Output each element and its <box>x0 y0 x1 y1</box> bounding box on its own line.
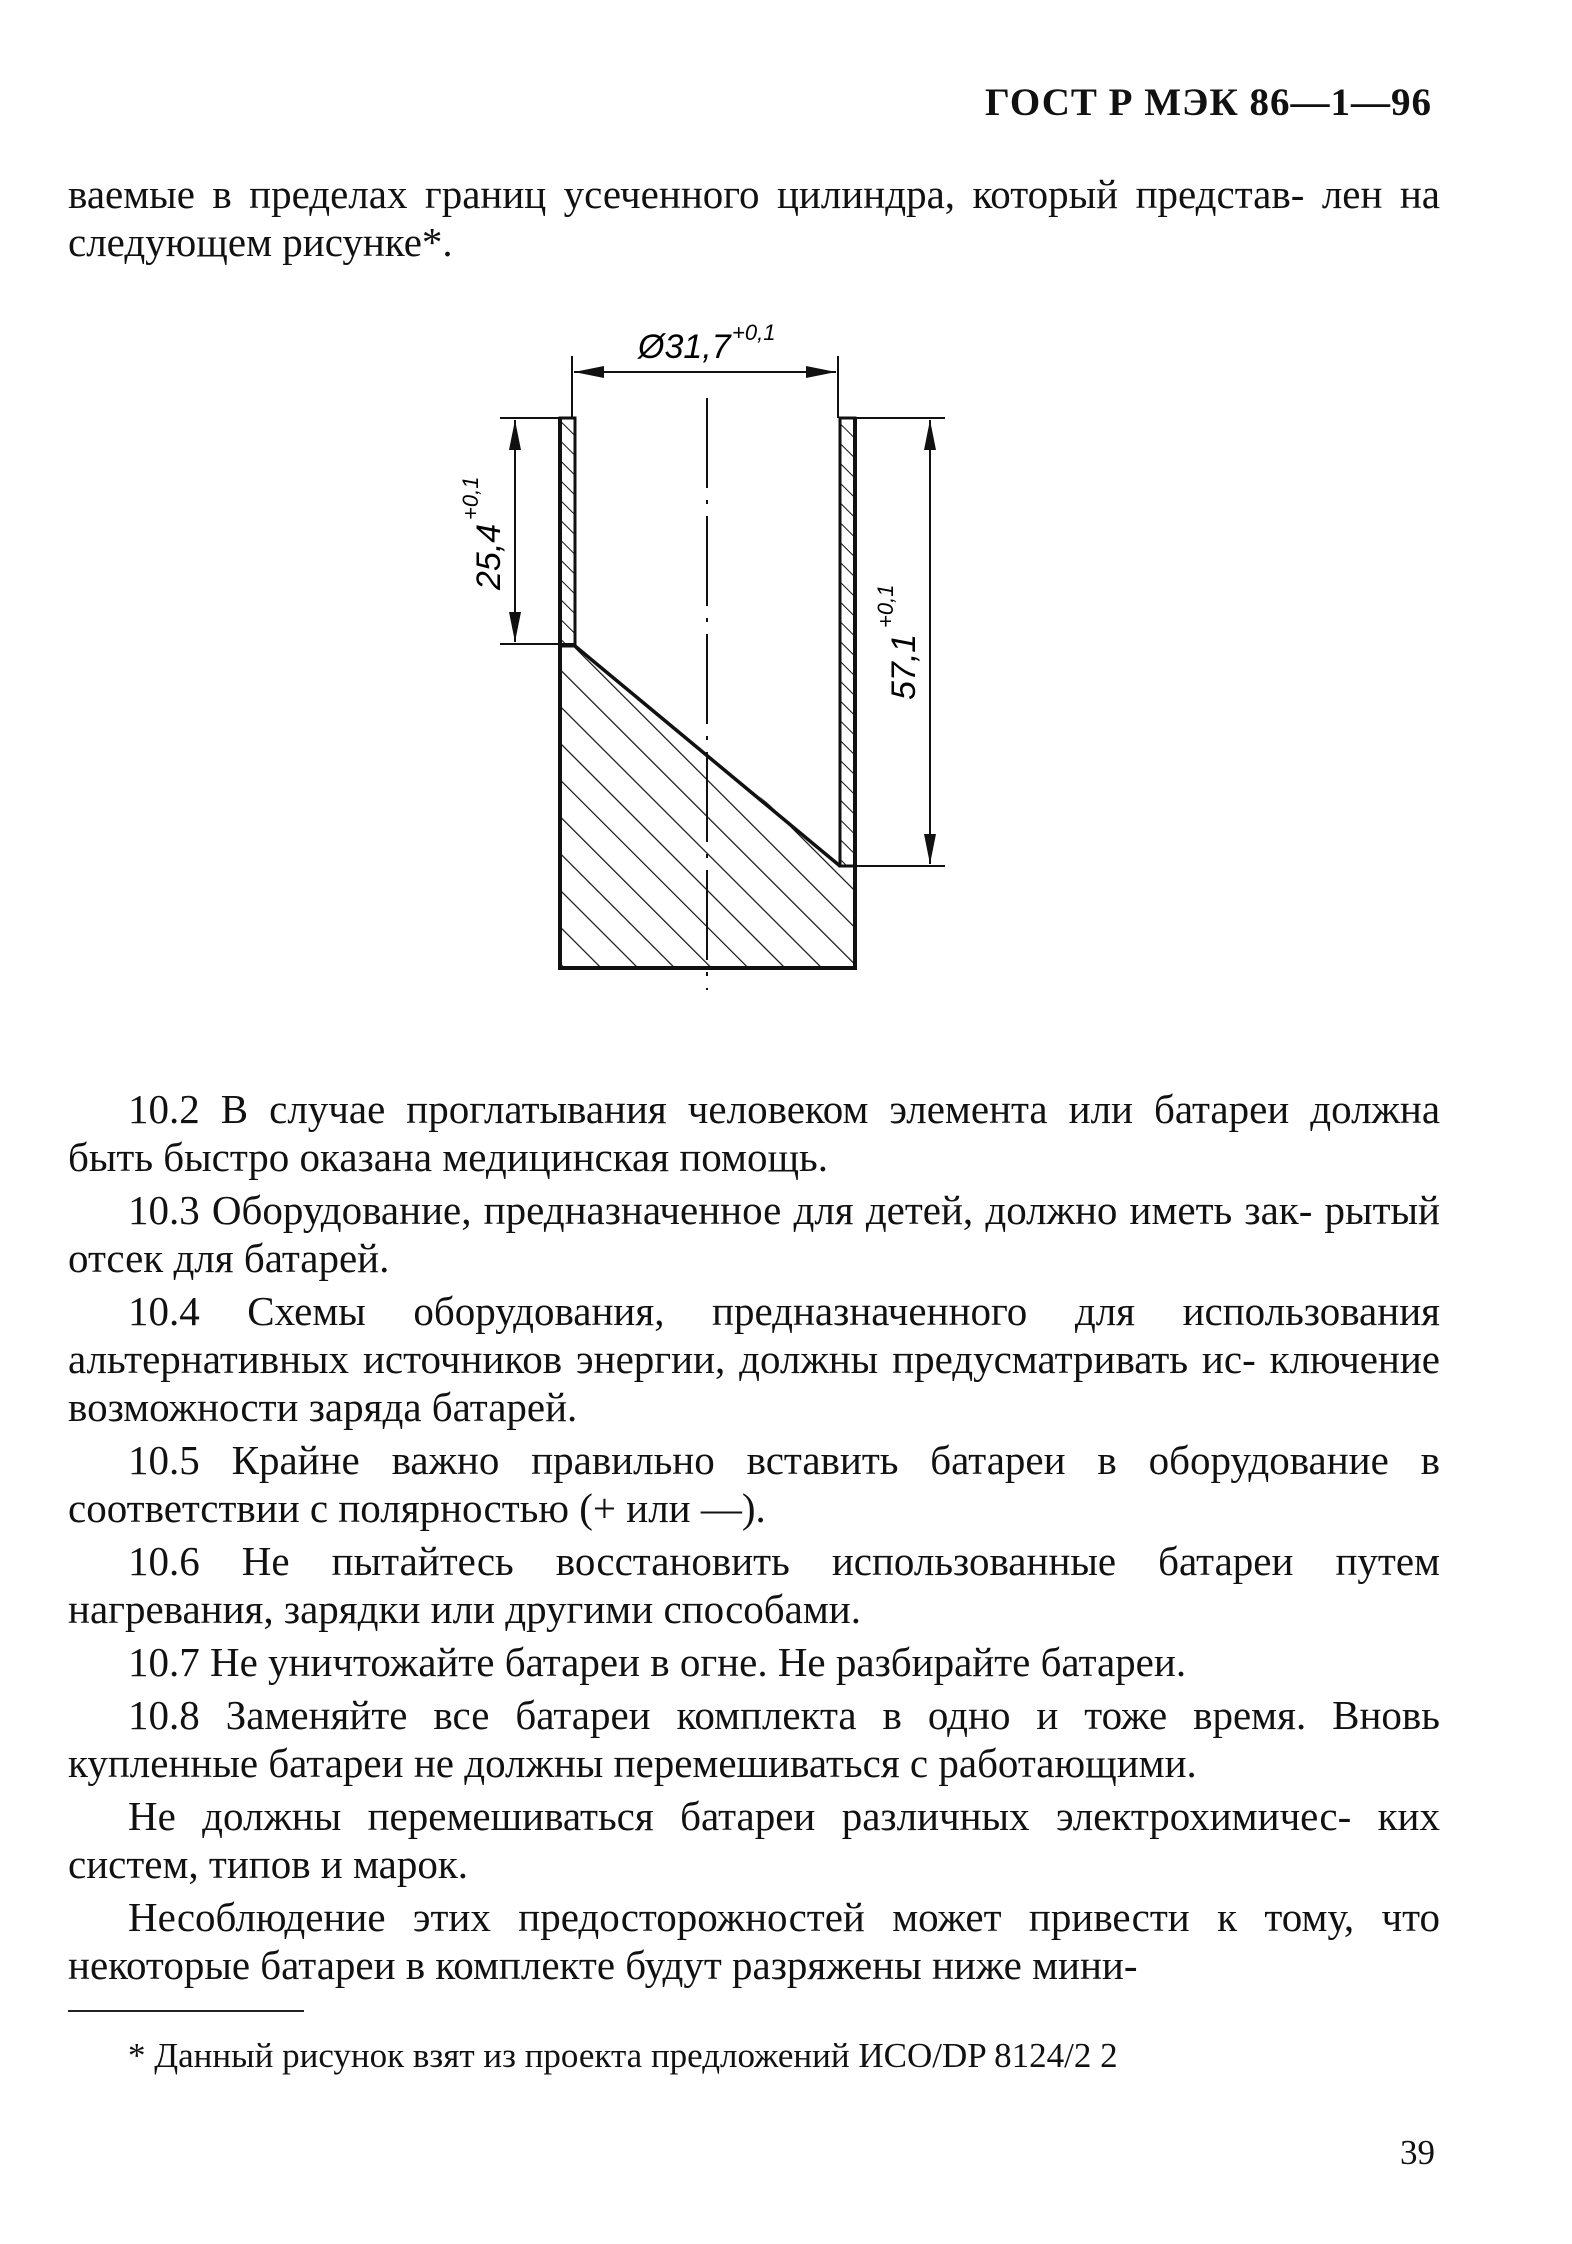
text-line: 10.2 В случае проглатывания человеком элемента или батареи <box>128 1086 1290 1132</box>
text-line: альтернативных источников энергии, должны предусматривать ис- <box>68 1336 1256 1382</box>
diameter-arrow-right <box>806 366 836 378</box>
intro-line: лен на следующем рисунке*. <box>68 171 1440 265</box>
text-line: 10.8 Заменяйте все батареи комплекта в одно и тоже время. Вновь <box>128 1692 1440 1738</box>
text-line: 10.3 Оборудование, предназначенное для детей, должно иметь зак- <box>128 1187 1313 1233</box>
left-dim-arrow-bottom <box>509 612 521 642</box>
left-dimension-label-group <box>458 477 508 591</box>
text-line: 10.7 Не уничтожайте батареи в огне. Не разбирайте батареи. <box>128 1639 1187 1685</box>
diameter-label: Ø31,7 <box>638 328 731 366</box>
text-line: 10.4 Схемы оборудования, предназначенного для использования <box>128 1288 1440 1334</box>
paragraph-10-3 <box>68 1186 1440 1282</box>
paragraph-10-5 <box>68 1436 1440 1532</box>
paragraph-precautions <box>68 1893 1440 1989</box>
document-header: ГОСТ Р МЭК 86—1—96 <box>985 81 1432 124</box>
body-text <box>68 1085 1440 1994</box>
paragraph-10-4 <box>68 1287 1440 1431</box>
diameter-arrow-left <box>574 366 604 378</box>
text-line: нагревания, зарядки или другими способами. <box>68 1586 861 1632</box>
right-dim-arrow-top <box>924 420 936 450</box>
text-line: рытый отсек для батарей. <box>68 1187 1440 1281</box>
intro-line: ваемые в пределах границ усеченного цилиндра, который представ- <box>68 171 1305 217</box>
text-line: что некоторые батареи в комплекте будут разряжены ниже мини- <box>68 1894 1440 1988</box>
text-line: соответствии с полярностью (+ или —). <box>68 1485 766 1531</box>
paragraph-10-7 <box>68 1638 1440 1686</box>
page-number: 39 <box>1400 2133 1435 2172</box>
right-dimension-label-group <box>873 585 923 700</box>
left-wall <box>560 418 575 646</box>
text-line: должна быть быстро оказана медицинская помощь. <box>68 1086 1441 1180</box>
text-line: ких систем, типов и марок. <box>68 1793 1440 1887</box>
text-line: 10.6 Не пытайтесь восстановить использованные батареи путем <box>128 1538 1440 1584</box>
text-line: Несоблюдение этих предосторожностей может привести к тому, <box>128 1894 1355 1940</box>
left-dimension-label: 25,4 <box>470 523 508 590</box>
text-line: ключение возможности заряда батарей. <box>68 1336 1441 1430</box>
paragraph-mixing <box>68 1792 1440 1888</box>
right-dimension-tolerance: +0,1 <box>873 584 898 628</box>
paragraph-10-6 <box>68 1537 1440 1633</box>
right-wall <box>840 418 855 866</box>
left-dimension-tolerance: +0,1 <box>458 476 483 520</box>
text-line: 10.5 Крайне важно правильно вставить батареи в оборудование в <box>128 1437 1440 1483</box>
right-dim-arrow-bottom <box>924 834 936 864</box>
footnote: * Данный рисунок взят из проекта предложений ИСО/DP 8124/2 2 <box>128 2036 1118 2075</box>
diameter-tolerance: +0,1 <box>732 320 776 345</box>
footnote-divider <box>68 2010 304 2012</box>
paragraph-10-2 <box>68 1085 1440 1181</box>
paragraph-10-8 <box>68 1691 1440 1787</box>
left-dim-arrow-top <box>509 420 521 450</box>
text-line: купленные батареи не должны перемешиваться с работающими. <box>68 1740 1197 1786</box>
text-line: Не должны перемешиваться батареи различных электрохимичес- <box>128 1793 1352 1839</box>
right-dimension-label: 57,1 <box>885 633 923 700</box>
